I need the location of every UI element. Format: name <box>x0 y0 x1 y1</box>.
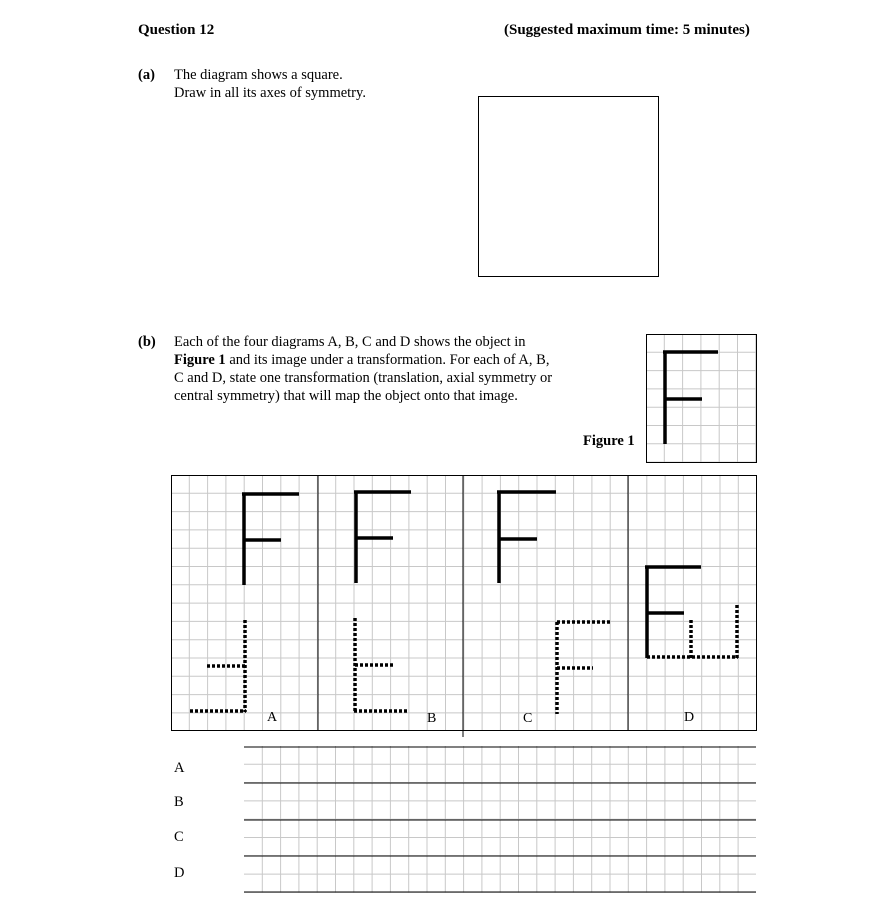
part-b-line-2-rest: and its image under a transformation. For each of A, B, <box>225 352 550 368</box>
square-diagram[interactable] <box>478 96 659 277</box>
part-b-line-3: C and D, state one transformation (translation, axial symmetry or <box>174 370 553 386</box>
part-b-line-2 <box>174 351 549 369</box>
diagram-b-object <box>354 491 411 583</box>
diagram-c-label: C <box>523 711 533 726</box>
diagram-a-label: A <box>267 710 278 725</box>
question-title: Question 12 <box>138 22 215 38</box>
answer-grid[interactable] <box>244 746 758 895</box>
figure-1-letter-f <box>663 351 718 444</box>
figure-1-grid <box>646 334 758 464</box>
diagram-b-label: B <box>427 711 437 726</box>
figure-1-ref: Figure 1 <box>174 352 226 368</box>
answer-label-b: B <box>174 794 184 810</box>
time-note: (Suggested maximum time: 5 minutes) <box>504 22 750 38</box>
diagram-d-object <box>645 566 701 658</box>
answer-label-c: C <box>174 829 184 845</box>
answer-label-a: A <box>174 760 185 776</box>
part-a-label: (a) <box>138 67 155 83</box>
answer-label-d: D <box>174 865 185 881</box>
diagram-c-object <box>497 491 556 583</box>
diagram-c-image <box>557 622 610 714</box>
part-b-line-4: central symmetry) that will map the object onto that image. <box>174 388 518 404</box>
part-b-label: (b) <box>138 334 156 350</box>
figure-1-caption: Figure 1 <box>583 433 635 449</box>
diagram-b-image <box>354 618 409 711</box>
part-a-line-2: Draw in all its axes of symmetry. <box>174 85 366 101</box>
diagrams-panel <box>171 475 757 739</box>
part-b-line-1: Each of the four diagrams A, B, C and D shows the object in <box>174 334 526 350</box>
diagram-a-image <box>190 620 246 712</box>
diagram-a-object <box>242 493 299 585</box>
part-a-line-1: The diagram shows a square. <box>174 67 343 83</box>
diagram-d-label: D <box>684 710 695 725</box>
